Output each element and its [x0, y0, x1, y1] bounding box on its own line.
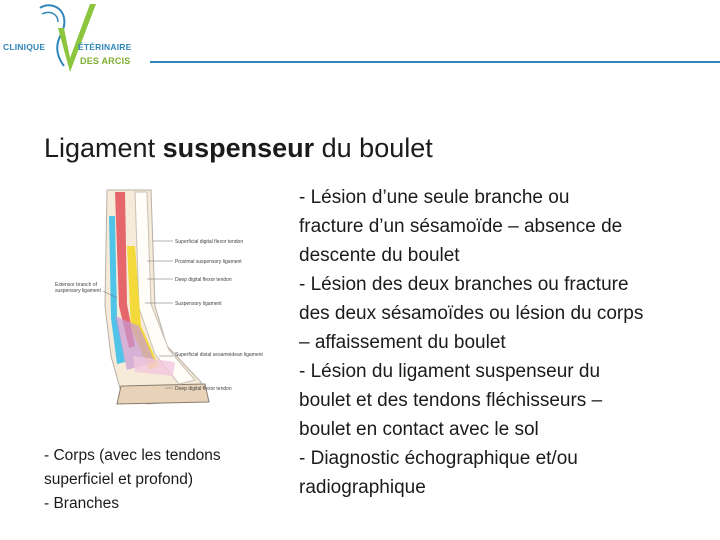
- content-line: descente du boulet: [299, 245, 460, 266]
- content-line: - Lésion d’une seule branche ou: [299, 187, 570, 208]
- label-extensor-branch: Extensor branch of suspensory ligament: [55, 282, 101, 294]
- content-line: – affaissement du boulet: [299, 332, 506, 353]
- logo-emblem-icon: [0, 0, 170, 80]
- label-suspensory-ligament: Suspensory ligament: [175, 301, 222, 307]
- caption-line: - Corps (avec les tendons: [44, 447, 221, 464]
- label-sesamoidean-ligament: Superficial distal sesamoidean ligament: [175, 352, 263, 358]
- logo-text-left: CLINIQUE: [3, 42, 46, 52]
- title-bold: suspenseur: [162, 133, 315, 163]
- caption-line: - Branches: [44, 495, 119, 512]
- label-proximal-suspensory: Proximal suspensory ligament: [175, 259, 242, 265]
- anatomy-illustration: [55, 186, 263, 418]
- content-line: - Lésion du ligament suspenseur du: [299, 361, 601, 382]
- title-pre: Ligament: [44, 133, 163, 163]
- label-deep-tendon-lower: Deep digital flexor tendon: [175, 386, 232, 392]
- slide-title: [44, 133, 433, 164]
- figure-caption: [44, 444, 264, 516]
- content-line: boulet et des tendons fléchisseurs –: [299, 390, 603, 411]
- header-rule: [150, 61, 720, 63]
- clinic-logo: [0, 0, 170, 80]
- content-line: radiographique: [299, 477, 426, 498]
- content-line: des deux sésamoïdes ou lésion du corps: [299, 303, 644, 324]
- logo-text-right: ÉTÉRINAIRE: [78, 42, 132, 52]
- content-text: [299, 183, 709, 502]
- title-post: du boulet: [314, 133, 433, 163]
- label-deep-tendon-upper: Deep digital flexor tendon: [175, 277, 232, 283]
- content-line: boulet en contact avec le sol: [299, 419, 539, 440]
- content-line: - Lésion des deux branches ou fracture: [299, 274, 629, 295]
- content-line: fracture d’un sésamoïde – absence de: [299, 216, 623, 237]
- label-superficial-tendon: Superficial digital flexor tendon: [175, 239, 244, 245]
- caption-line: superficiel et profond): [44, 471, 194, 488]
- content-line: - Diagnostic échographique et/ou: [299, 448, 578, 469]
- logo-text-bottom: DES ARCIS: [80, 56, 131, 66]
